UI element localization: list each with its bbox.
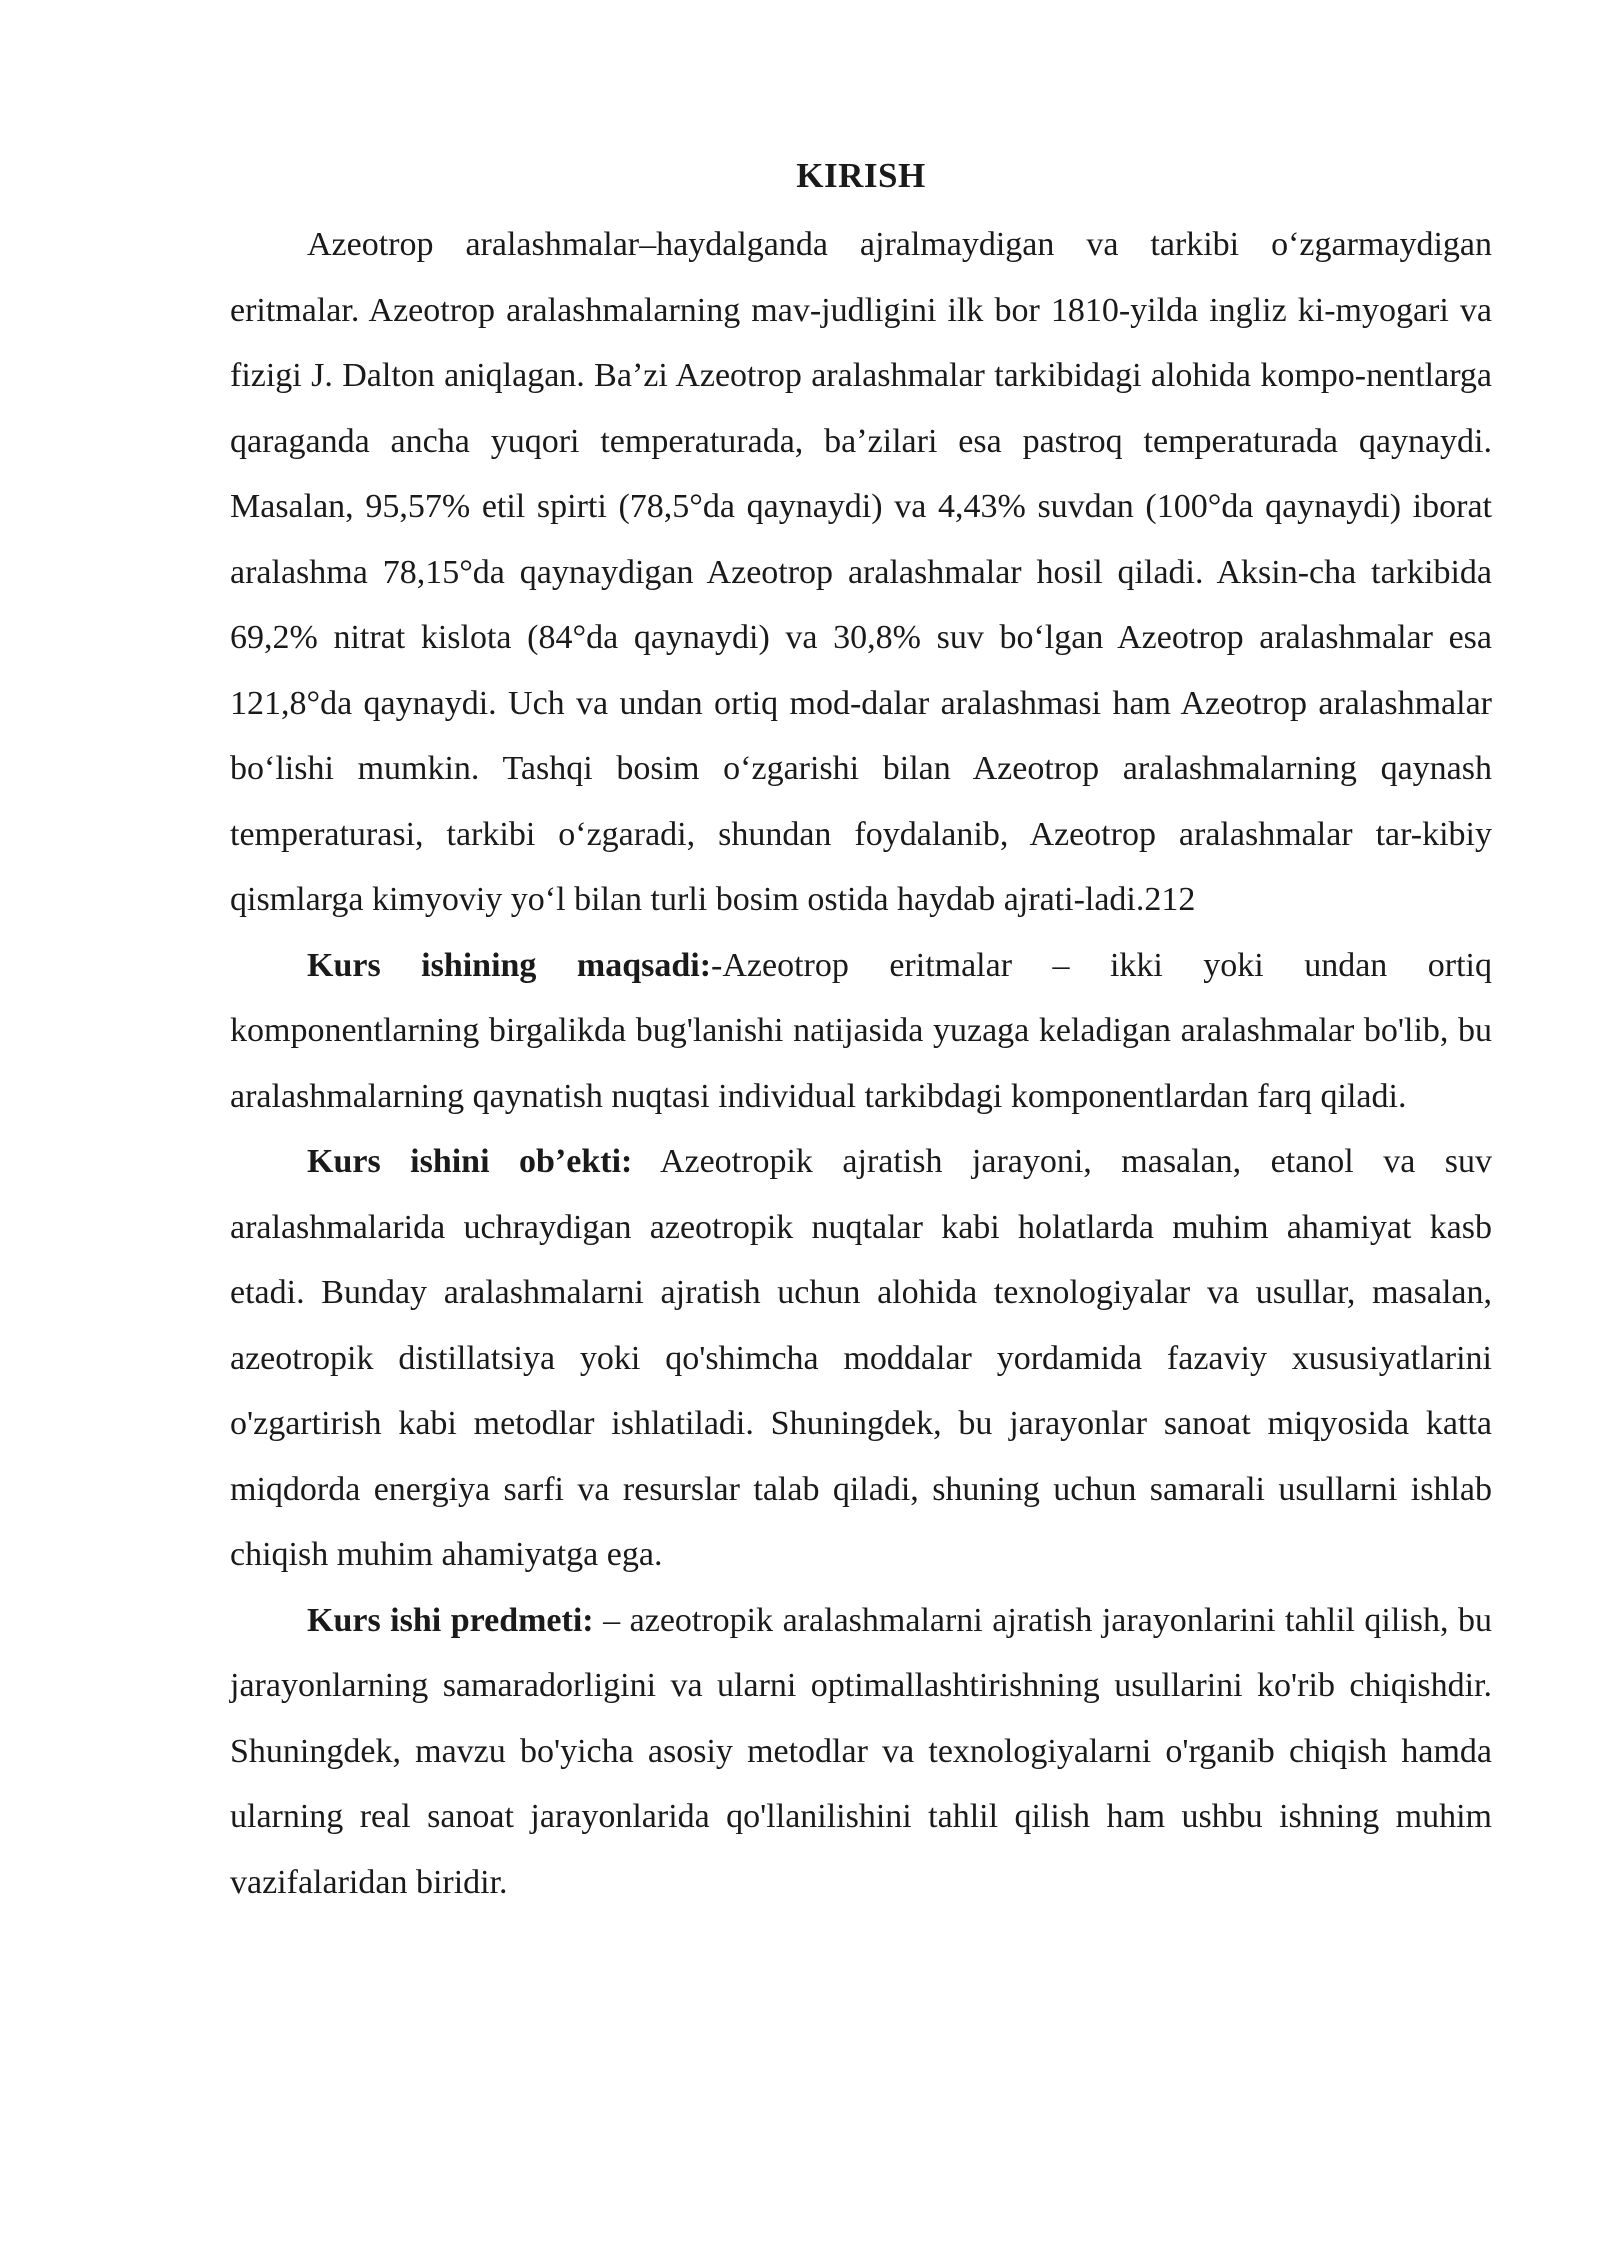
document-page	[230, 148, 1492, 1915]
page-title: KIRISH	[796, 156, 926, 195]
paragraph-text: -Azeotrop eritmalar – ikki yoki undan ortiq komponentlarning birgalikda bug'lanishi natijasida yuzaga keladigan aralashmalar bo'lib, bu aralashmalarning qaynatish nuqtasi individual tarkibdagi komponentlardan farq qiladi.	[230, 946, 1492, 1115]
paragraph-lead: Kurs ishini obʼekti:	[307, 1143, 633, 1180]
paragraph-text: – azeotropik aralashmalarni ajratish jarayonlarini tahlil qilish, bu jarayonlarning samaradorligini va ularni optimallashtirishning usullarini ko'rib chiqishdir. Shuningdek, mavzu bo'yicha asosiy metodlar va texnologiyalarni o'rganib chiqish hamda ularning real sanoat jarayonlarida qo'llanilishini tahlil qilish ham ushbu ishning muhim vazifalaridan biridir.	[230, 1601, 1493, 1901]
paragraph-lead: Kurs ishi predmeti:	[307, 1601, 594, 1639]
paragraph-text: Azeotrop aralashmalar–haydalganda ajralmaydigan va tarkibi oʻzgarmaydigan eritmalar. Azeotrop aralashmalarning mav-judligini ilk bor 1810-yilda ingliz ki-myogari va fizigi J. Dalton aniqlagan. Baʼzi Azeotrop aralashmalar tarkibidagi alohida kompo-nentlarga qaraganda ancha yuqori temperaturada, baʼzilari esa pastroq temperaturada qaynaydi. Masalan, 95,57% etil spirti (78,5°da qaynaydi) va 4,43% suvdan (100°da qaynaydi) iborat aralashma 78,15°da qaynaydigan Azeotrop aralashmalar hosil qiladi. Aksin-cha tarkibida 69,2% nitrat kislota (84°da qaynaydi) va 30,8% suv boʻlgan Azeotrop aralashmalar esa 121,8°da qaynaydi. Uch va undan ortiq mod-dalar aralashmasi ham Azeotrop aralashmalar boʻlishi mumkin. Tashqi bosim oʻzgarishi bilan Azeotrop aralashmalarning qaynash temperaturasi, tarkibi oʻzgaradi, shundan foydalanib, Azeotrop aralashmalar tar-kibiy qismlarga kimyoviy yoʻl bilan turli bosim ostida haydab ajrati-ladi.212	[230, 226, 1492, 918]
subject-paragraph	[230, 1588, 1492, 1916]
goal-paragraph	[230, 933, 1492, 1130]
intro-paragraph	[230, 212, 1492, 933]
paragraph-text: Azeotropik ajratish jarayoni, masalan, etanol va suv aralashmalarida uchraydigan azeotropik nuqtalar kabi holatlarda muhim ahamiyat kasb etadi. Bunday aralashmalarni ajratish uchun alohida texnologiyalar va usullar, masalan, azeotropik distillatsiya yoki qo'shimcha moddalar yordamida fazaviy xususiyatlarini o'zgartirish kabi metodlar ishlatiladi. Shuningdek, bu jarayonlar sanoat miqyosida katta miqdorda energiya sarfi va resurslar talab qiladi, shuning uchun samarali usullarni ishlab chiqish muhim ahamiyatga ega.	[230, 1143, 1492, 1573]
paragraph-lead: Kurs ishining maqsadi:	[307, 946, 712, 984]
object-paragraph	[230, 1129, 1492, 1588]
